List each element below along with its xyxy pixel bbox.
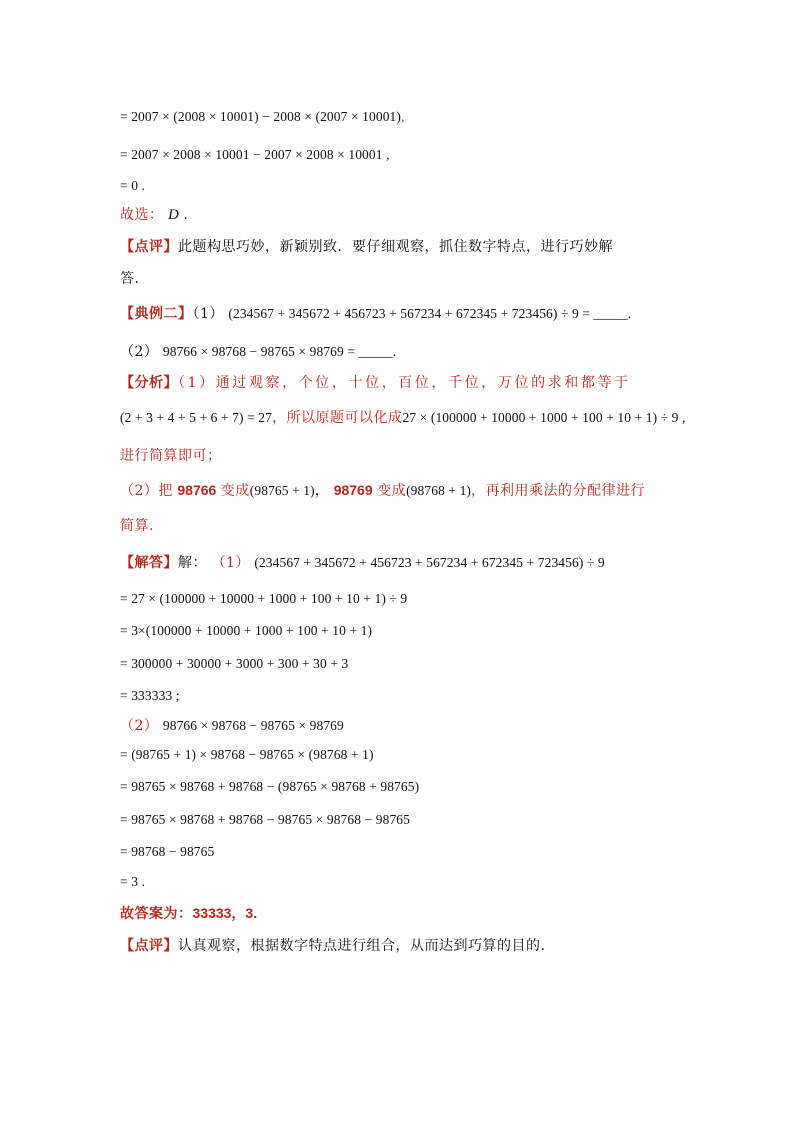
analysis-text: 简算.: [120, 518, 154, 534]
answer-label: 故选：: [120, 207, 164, 223]
solution-step: = 300000 + 30000 + 3000 + 300 + 30 + 3: [120, 656, 349, 671]
analysis-expression: (98765 + 1): [249, 483, 315, 498]
equation-step: [120, 108, 404, 126]
highlight-number: 98769: [333, 482, 373, 498]
analysis-line: [120, 409, 685, 427]
final-answer-label: 故答案为：: [120, 906, 193, 922]
analysis-text: 变成: [220, 483, 250, 499]
analysis-tag: 【分析】: [120, 375, 178, 391]
analysis-text: （2）把: [120, 483, 173, 499]
solution-step: = 98765 × 98768 + 98768 − (98765 × 98768 + 98765): [120, 779, 420, 794]
review-tag: 【点评】: [120, 938, 178, 954]
separator: ，: [314, 483, 330, 499]
question-number: （1）: [192, 306, 224, 322]
question-expression: 98766 × 98768 − 98765 × 98769 = _____.: [162, 344, 397, 359]
solution-step: = 3×(100000 + 10000 + 1000 + 100 + 10 + 1): [120, 623, 373, 638]
analysis-expression: (98768 + 1): [406, 483, 472, 498]
solution-step: = 333333 ;: [120, 688, 180, 703]
solution-step: = (98765 + 1) × 98768 − 98765 × (98768 + 1): [120, 747, 374, 762]
analysis-line: [120, 481, 645, 500]
review-text: 此题构思巧妙，新颖别致．要仔细观察，抓住数字特点，进行巧妙解: [178, 239, 613, 255]
example-tag: 【典例二】: [120, 306, 193, 322]
solution-tag: 【解答】: [120, 555, 178, 571]
equation-comma: ,: [401, 109, 405, 124]
highlight-number: 98766: [177, 482, 217, 498]
example-heading: [120, 305, 631, 323]
final-answer-value: 33333，3.: [192, 905, 258, 921]
final-answer-line: [120, 904, 257, 923]
answer-value: D: [167, 207, 179, 223]
question-number: （2）: [120, 718, 159, 734]
analysis-text: ，所以原题可以化成: [271, 410, 403, 426]
review-tag: 【点评】: [120, 239, 178, 255]
review-line: [120, 238, 613, 256]
analysis-text: 进行简算即可；: [120, 448, 222, 464]
equation-step: = 0 .: [120, 178, 145, 193]
analysis-expression: (2 + 3 + 4 + 5 + 6 + 7) = 27: [120, 410, 272, 425]
analysis-text: ，再利用乘法的分配律进行: [471, 483, 646, 499]
analysis-text: （1）通过观察，个位，十位，百位，千位，万位的求和都等于: [178, 375, 631, 391]
review-text-continued: 答.: [120, 271, 140, 287]
review-text: 认真观察，根据数字特点进行组合，从而达到巧算的目的.: [178, 938, 546, 954]
solution-expression: 98766 × 98768 − 98765 × 98769: [162, 718, 344, 733]
question-expression: (234567 + 345672 + 456723 + 567234 + 672345 + 723456) ÷ 9 = _____.: [228, 306, 632, 321]
solution-expression: (234567 + 345672 + 456723 + 567234 + 672345 + 723456) ÷ 9: [254, 555, 605, 570]
review-line: [120, 937, 545, 955]
answer-end: .: [183, 207, 189, 223]
equation-step: = 2007 × 2008 × 10001 − 2007 × 2008 × 10001 ,: [120, 147, 390, 162]
example-question-2: [120, 343, 396, 361]
solution-step: = 27 × (100000 + 10000 + 1000 + 100 + 10 + 1) ÷ 9: [120, 591, 408, 606]
solution-step: = 3 .: [120, 874, 145, 889]
solution-heading: [120, 554, 605, 572]
analysis-text: 变成: [377, 483, 407, 499]
equation-text: = 2007 × (2008 × 10001) − 2008 × (2007 × 10001): [120, 109, 401, 124]
question-number: （2）: [120, 344, 159, 360]
solution-intro: 解：: [178, 555, 207, 571]
solution-step: = 98765 × 98768 + 98768 − 98765 × 98768 − 98765: [120, 812, 411, 827]
answer-line: [120, 206, 188, 224]
analysis-line: [120, 374, 631, 392]
question-number: （1）: [211, 555, 250, 571]
analysis-expression: 27 × (100000 + 10000 + 1000 + 100 + 10 + 1) ÷ 9 ,: [402, 410, 686, 425]
solution-question-2: [120, 717, 344, 735]
solution-step: = 98768 − 98765: [120, 844, 215, 859]
